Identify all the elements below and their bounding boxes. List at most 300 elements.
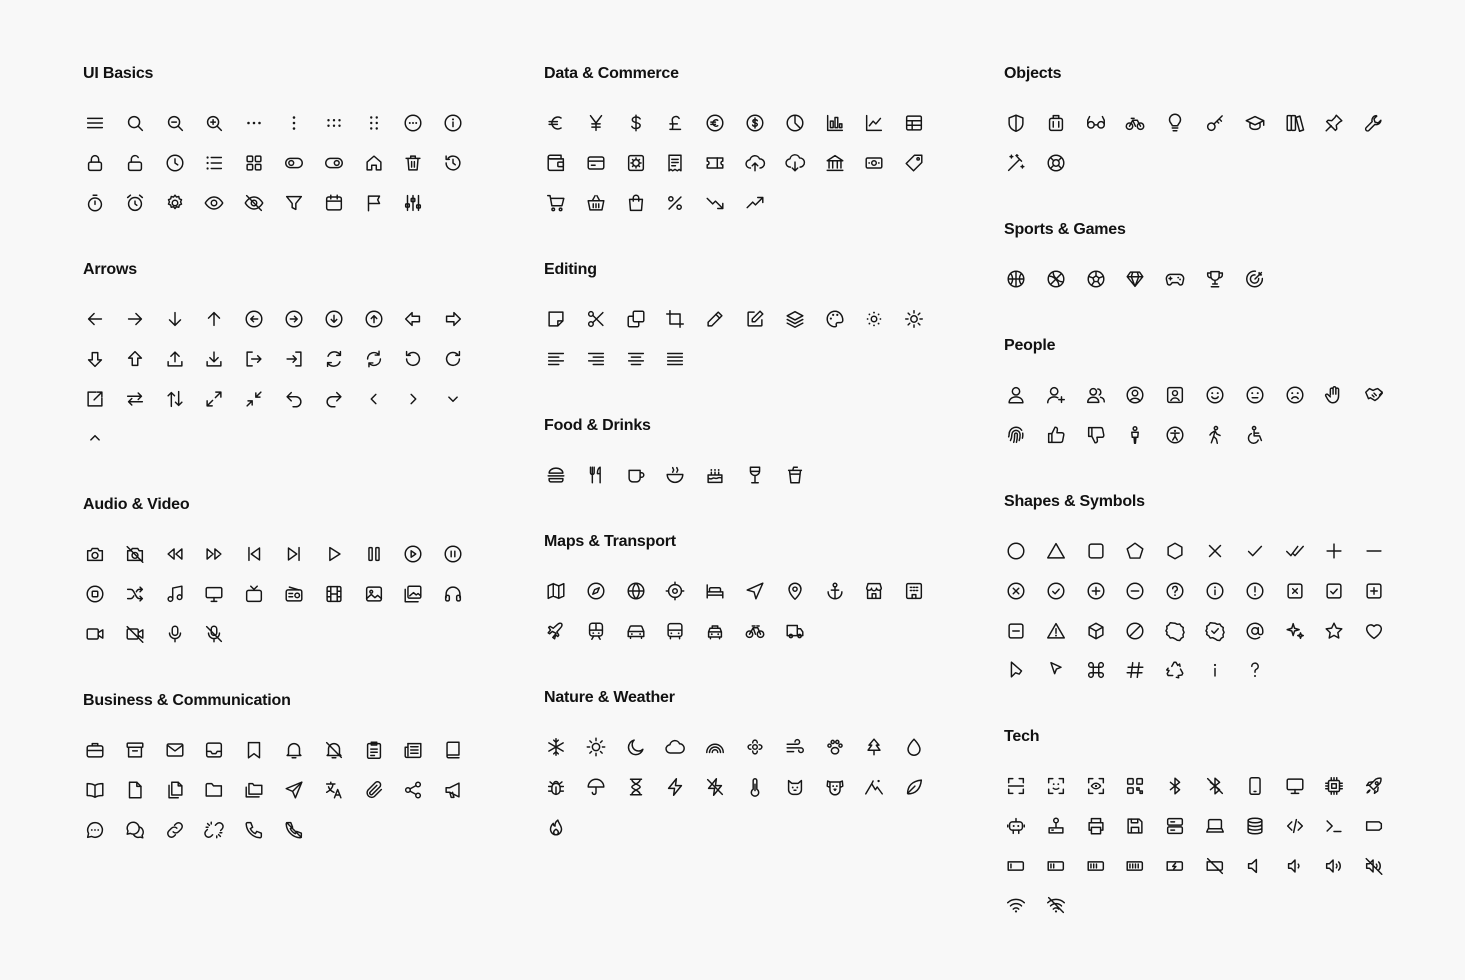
arrow-up-icon[interactable] <box>202 307 226 331</box>
command-icon[interactable] <box>1084 658 1108 682</box>
handshake-icon[interactable] <box>1362 383 1386 407</box>
check-icon[interactable] <box>1243 539 1267 563</box>
timer-icon[interactable] <box>83 191 107 215</box>
trend-down-icon[interactable] <box>703 191 727 215</box>
badge-check-icon[interactable] <box>1203 619 1227 643</box>
plus-circle-icon[interactable] <box>1084 579 1108 603</box>
box-icon[interactable] <box>1084 619 1108 643</box>
rotate-cw-icon[interactable] <box>441 347 465 371</box>
safe-icon[interactable] <box>624 151 648 175</box>
map-icon[interactable] <box>544 579 568 603</box>
images-icon[interactable] <box>401 582 425 606</box>
graduation-cap-icon[interactable] <box>1243 111 1267 135</box>
navigation-icon[interactable] <box>743 579 767 603</box>
video-off-icon[interactable] <box>123 622 147 646</box>
sticky-note-icon[interactable] <box>544 307 568 331</box>
drag-handle-icon[interactable] <box>362 111 386 135</box>
bug-icon[interactable] <box>544 775 568 799</box>
chevron-up-icon[interactable] <box>83 426 107 450</box>
info-icon[interactable] <box>441 111 465 135</box>
calendar-icon[interactable] <box>322 191 346 215</box>
mountain-icon[interactable] <box>862 775 886 799</box>
books-icon[interactable] <box>1283 111 1307 135</box>
newspaper-icon[interactable] <box>401 738 425 762</box>
burger-icon[interactable] <box>544 463 568 487</box>
arrow-fat-up-icon[interactable] <box>123 347 147 371</box>
wifi-icon[interactable] <box>1004 893 1028 917</box>
users-icon[interactable] <box>1084 383 1108 407</box>
camera-off-icon[interactable] <box>123 542 147 566</box>
wheelchair-icon[interactable] <box>1243 423 1267 447</box>
arrow-fat-down-icon[interactable] <box>83 347 107 371</box>
dollar-circle-icon[interactable] <box>743 111 767 135</box>
plus-icon[interactable] <box>1322 539 1346 563</box>
pen-icon[interactable] <box>703 307 727 331</box>
chevron-down-icon[interactable] <box>441 387 465 411</box>
hash-icon[interactable] <box>1123 658 1147 682</box>
bicycle-icon[interactable] <box>743 619 767 643</box>
thermometer-icon[interactable] <box>743 775 767 799</box>
copy-icon[interactable] <box>624 307 648 331</box>
cup-icon[interactable] <box>783 463 807 487</box>
clock-icon[interactable] <box>163 151 187 175</box>
shopping-bag-icon[interactable] <box>624 191 648 215</box>
truck-icon[interactable] <box>783 619 807 643</box>
camera-icon[interactable] <box>83 542 107 566</box>
paperclip-icon[interactable] <box>362 778 386 802</box>
shield-icon[interactable] <box>1004 111 1028 135</box>
zoom-in-icon[interactable] <box>202 111 226 135</box>
utensils-icon[interactable] <box>584 463 608 487</box>
hexagon-icon[interactable] <box>1163 539 1187 563</box>
volume-high-icon[interactable] <box>1322 854 1346 878</box>
battery-off-icon[interactable] <box>1203 854 1227 878</box>
building-icon[interactable] <box>902 579 926 603</box>
lock-icon[interactable] <box>83 151 107 175</box>
droplet-icon[interactable] <box>902 735 926 759</box>
unlock-icon[interactable] <box>123 151 147 175</box>
anchor-icon[interactable] <box>823 579 847 603</box>
tag-icon[interactable] <box>902 151 926 175</box>
help-circle-icon[interactable] <box>1163 579 1187 603</box>
zap-off-icon[interactable] <box>703 775 727 799</box>
chevron-right-icon[interactable] <box>401 387 425 411</box>
moon-icon[interactable] <box>624 735 648 759</box>
thumbs-down-icon[interactable] <box>1084 423 1108 447</box>
play-circle-icon[interactable] <box>401 542 425 566</box>
pause-icon[interactable] <box>362 542 386 566</box>
circle-icon[interactable] <box>1004 539 1028 563</box>
search-icon[interactable] <box>123 111 147 135</box>
store-icon[interactable] <box>862 579 886 603</box>
percent-icon[interactable] <box>663 191 687 215</box>
ticket-icon[interactable] <box>703 151 727 175</box>
battery-medium-icon[interactable] <box>1044 854 1068 878</box>
briefcase-icon[interactable] <box>83 738 107 762</box>
pound-icon[interactable] <box>663 111 687 135</box>
i-icon[interactable] <box>1203 658 1227 682</box>
phone-icon[interactable] <box>242 818 266 842</box>
frown-icon[interactable] <box>1283 383 1307 407</box>
flower-icon[interactable] <box>743 735 767 759</box>
battery-empty-icon[interactable] <box>1362 814 1386 838</box>
upload-icon[interactable] <box>163 347 187 371</box>
bell-off-icon[interactable] <box>322 738 346 762</box>
table-icon[interactable] <box>902 111 926 135</box>
at-icon[interactable] <box>1243 619 1267 643</box>
smile-icon[interactable] <box>1203 383 1227 407</box>
sliders-icon[interactable] <box>401 191 425 215</box>
edit-icon[interactable] <box>743 307 767 331</box>
wine-icon[interactable] <box>743 463 767 487</box>
fingerprint-icon[interactable] <box>1004 423 1028 447</box>
volume-low-icon[interactable] <box>1283 854 1307 878</box>
link-broken-icon[interactable] <box>202 818 226 842</box>
alert-triangle-icon[interactable] <box>1044 619 1068 643</box>
bike-icon[interactable] <box>1123 111 1147 135</box>
heart-icon[interactable] <box>1362 619 1386 643</box>
info-circle-icon[interactable] <box>1203 579 1227 603</box>
star-icon[interactable] <box>1322 619 1346 643</box>
cat-icon[interactable] <box>783 775 807 799</box>
x-square-icon[interactable] <box>1283 579 1307 603</box>
user-square-icon[interactable] <box>1163 383 1187 407</box>
rewind-icon[interactable] <box>163 542 187 566</box>
mic-icon[interactable] <box>163 622 187 646</box>
cash-icon[interactable] <box>862 151 886 175</box>
pointer-icon[interactable] <box>1044 658 1068 682</box>
square-icon[interactable] <box>1084 539 1108 563</box>
volume-off-icon[interactable] <box>1362 854 1386 878</box>
list-icon[interactable] <box>202 151 226 175</box>
maximize-icon[interactable] <box>202 387 226 411</box>
tree-icon[interactable] <box>862 735 886 759</box>
wallet-icon[interactable] <box>544 151 568 175</box>
user-plus-icon[interactable] <box>1044 383 1068 407</box>
taxi-icon[interactable] <box>703 619 727 643</box>
sun-icon[interactable] <box>584 735 608 759</box>
filter-icon[interactable] <box>282 191 306 215</box>
basketball-icon[interactable] <box>1004 267 1028 291</box>
desktop-icon[interactable] <box>1283 774 1307 798</box>
mic-off-icon[interactable] <box>202 622 226 646</box>
server-icon[interactable] <box>1163 814 1187 838</box>
stop-circle-icon[interactable] <box>83 582 107 606</box>
download-icon[interactable] <box>202 347 226 371</box>
flag-icon[interactable] <box>362 191 386 215</box>
bar-chart-icon[interactable] <box>823 111 847 135</box>
messages-icon[interactable] <box>123 818 147 842</box>
pentagon-icon[interactable] <box>1123 539 1147 563</box>
snowflake-icon[interactable] <box>544 735 568 759</box>
accessibility-icon[interactable] <box>1163 423 1187 447</box>
check-square-icon[interactable] <box>1322 579 1346 603</box>
video-icon[interactable] <box>83 622 107 646</box>
qr-code-icon[interactable] <box>1123 774 1147 798</box>
arrow-left-circle-icon[interactable] <box>242 307 266 331</box>
history-icon[interactable] <box>441 151 465 175</box>
octagon-icon[interactable] <box>1163 619 1187 643</box>
bookmark-icon[interactable] <box>242 738 266 762</box>
question-icon[interactable] <box>1243 658 1267 682</box>
bluetooth-off-icon[interactable] <box>1203 774 1227 798</box>
minimize-icon[interactable] <box>242 387 266 411</box>
log-out-icon[interactable] <box>242 347 266 371</box>
book-open-icon[interactable] <box>83 778 107 802</box>
train-icon[interactable] <box>584 619 608 643</box>
rainbow-icon[interactable] <box>703 735 727 759</box>
brightness-high-icon[interactable] <box>902 307 926 331</box>
minus-icon[interactable] <box>1362 539 1386 563</box>
arrow-right-icon[interactable] <box>123 307 147 331</box>
trend-up-icon[interactable] <box>743 191 767 215</box>
chevron-left-icon[interactable] <box>362 387 386 411</box>
joystick-icon[interactable] <box>1044 814 1068 838</box>
send-icon[interactable] <box>282 778 306 802</box>
more-circle-icon[interactable] <box>401 111 425 135</box>
wifi-off-icon[interactable] <box>1044 893 1068 917</box>
arrow-right-circle-icon[interactable] <box>282 307 306 331</box>
toggle-on-icon[interactable] <box>322 151 346 175</box>
scissors-icon[interactable] <box>584 307 608 331</box>
music-icon[interactable] <box>163 582 187 606</box>
triangle-icon[interactable] <box>1044 539 1068 563</box>
align-center-icon[interactable] <box>624 347 648 371</box>
arrow-fat-right-icon[interactable] <box>441 307 465 331</box>
rocket-icon[interactable] <box>1362 774 1386 798</box>
skip-forward-icon[interactable] <box>282 542 306 566</box>
crosshair-icon[interactable] <box>663 579 687 603</box>
smartphone-icon[interactable] <box>1243 774 1267 798</box>
share-icon[interactable] <box>401 778 425 802</box>
check-circle-icon[interactable] <box>1044 579 1068 603</box>
battery-high-icon[interactable] <box>1084 854 1108 878</box>
user-circle-icon[interactable] <box>1123 383 1147 407</box>
thumbs-up-icon[interactable] <box>1044 423 1068 447</box>
minus-square-icon[interactable] <box>1004 619 1028 643</box>
database-icon[interactable] <box>1243 814 1267 838</box>
diamond-icon[interactable] <box>1123 267 1147 291</box>
bowl-icon[interactable] <box>663 463 687 487</box>
person-walking-icon[interactable] <box>1203 423 1227 447</box>
menu-icon[interactable] <box>83 111 107 135</box>
plane-icon[interactable] <box>544 619 568 643</box>
bank-icon[interactable] <box>823 151 847 175</box>
play-icon[interactable] <box>322 542 346 566</box>
eye-icon[interactable] <box>202 191 226 215</box>
book-icon[interactable] <box>441 738 465 762</box>
leaf-icon[interactable] <box>902 775 926 799</box>
bluetooth-icon[interactable] <box>1163 774 1187 798</box>
crop-icon[interactable] <box>663 307 687 331</box>
align-right-icon[interactable] <box>584 347 608 371</box>
grid-icon[interactable] <box>242 151 266 175</box>
arrow-left-icon[interactable] <box>83 307 107 331</box>
person-icon[interactable] <box>1123 423 1147 447</box>
arrow-down-circle-icon[interactable] <box>322 307 346 331</box>
cloud-upload-icon[interactable] <box>743 151 767 175</box>
megaphone-icon[interactable] <box>441 778 465 802</box>
coffee-icon[interactable] <box>624 463 648 487</box>
mail-icon[interactable] <box>163 738 187 762</box>
swap-horizontal-icon[interactable] <box>123 387 147 411</box>
repeat-icon[interactable] <box>362 347 386 371</box>
refresh-icon[interactable] <box>322 347 346 371</box>
alarm-icon[interactable] <box>123 191 147 215</box>
key-icon[interactable] <box>1203 111 1227 135</box>
palette-icon[interactable] <box>823 307 847 331</box>
gamepad-icon[interactable] <box>1163 267 1187 291</box>
plus-square-icon[interactable] <box>1362 579 1386 603</box>
euro-circle-icon[interactable] <box>703 111 727 135</box>
robot-icon[interactable] <box>1004 814 1028 838</box>
inbox-icon[interactable] <box>202 738 226 762</box>
save-icon[interactable] <box>1123 814 1147 838</box>
car-icon[interactable] <box>624 619 648 643</box>
sparkles-icon[interactable] <box>1283 619 1307 643</box>
cpu-icon[interactable] <box>1322 774 1346 798</box>
settings-icon[interactable] <box>163 191 187 215</box>
slash-icon[interactable] <box>1123 619 1147 643</box>
globe-icon[interactable] <box>624 579 648 603</box>
scan-icon[interactable] <box>1004 774 1028 798</box>
hourglass-icon[interactable] <box>624 775 648 799</box>
monitor-icon[interactable] <box>202 582 226 606</box>
cart-icon[interactable] <box>544 191 568 215</box>
bed-icon[interactable] <box>703 579 727 603</box>
lightbulb-icon[interactable] <box>1163 111 1187 135</box>
wind-icon[interactable] <box>783 735 807 759</box>
cursor-icon[interactable] <box>1004 658 1028 682</box>
credit-card-icon[interactable] <box>584 151 608 175</box>
alert-circle-icon[interactable] <box>1243 579 1267 603</box>
hand-icon[interactable] <box>1322 383 1346 407</box>
terminal-icon[interactable] <box>1322 814 1346 838</box>
fast-forward-icon[interactable] <box>202 542 226 566</box>
film-icon[interactable] <box>322 582 346 606</box>
align-left-icon[interactable] <box>544 347 568 371</box>
user-icon[interactable] <box>1004 383 1028 407</box>
compass-icon[interactable] <box>584 579 608 603</box>
grid-dots-icon[interactable] <box>322 111 346 135</box>
battery-low-icon[interactable] <box>1004 854 1028 878</box>
volume-icon[interactable] <box>1243 854 1267 878</box>
log-in-icon[interactable] <box>282 347 306 371</box>
battery-charging-icon[interactable] <box>1163 854 1187 878</box>
ball-icon[interactable] <box>1044 267 1068 291</box>
luggage-icon[interactable] <box>1044 111 1068 135</box>
trash-icon[interactable] <box>401 151 425 175</box>
magic-wand-icon[interactable] <box>1004 151 1028 175</box>
flame-icon[interactable] <box>544 815 568 839</box>
link-icon[interactable] <box>163 818 187 842</box>
umbrella-icon[interactable] <box>584 775 608 799</box>
brightness-low-icon[interactable] <box>862 307 886 331</box>
more-horizontal-icon[interactable] <box>242 111 266 135</box>
pin-icon[interactable] <box>1322 111 1346 135</box>
rotate-ccw-icon[interactable] <box>401 347 425 371</box>
target-icon[interactable] <box>1243 267 1267 291</box>
undo-icon[interactable] <box>282 387 306 411</box>
shuffle-icon[interactable] <box>123 582 147 606</box>
home-icon[interactable] <box>362 151 386 175</box>
message-icon[interactable] <box>83 818 107 842</box>
battery-full-icon[interactable] <box>1123 854 1147 878</box>
bus-icon[interactable] <box>663 619 687 643</box>
zoom-out-icon[interactable] <box>163 111 187 135</box>
layers-icon[interactable] <box>783 307 807 331</box>
zap-icon[interactable] <box>663 775 687 799</box>
meh-icon[interactable] <box>1243 383 1267 407</box>
arrow-fat-left-icon[interactable] <box>401 307 425 331</box>
map-pin-icon[interactable] <box>783 579 807 603</box>
euro-icon[interactable] <box>544 111 568 135</box>
trophy-icon[interactable] <box>1203 267 1227 291</box>
code-icon[interactable] <box>1283 814 1307 838</box>
arrow-up-circle-icon[interactable] <box>362 307 386 331</box>
toggle-off-icon[interactable] <box>282 151 306 175</box>
laptop-icon[interactable] <box>1203 814 1227 838</box>
x-icon[interactable] <box>1203 539 1227 563</box>
image-icon[interactable] <box>362 582 386 606</box>
recycle-icon[interactable] <box>1163 658 1187 682</box>
cloud-icon[interactable] <box>663 735 687 759</box>
minus-circle-icon[interactable] <box>1123 579 1147 603</box>
bell-icon[interactable] <box>282 738 306 762</box>
archive-icon[interactable] <box>123 738 147 762</box>
check-double-icon[interactable] <box>1283 539 1307 563</box>
x-circle-icon[interactable] <box>1004 579 1028 603</box>
radio-icon[interactable] <box>282 582 306 606</box>
cloud-download-icon[interactable] <box>783 151 807 175</box>
scan-face-icon[interactable] <box>1044 774 1068 798</box>
soccer-icon[interactable] <box>1084 267 1108 291</box>
paw-icon[interactable] <box>823 735 847 759</box>
basket-icon[interactable] <box>584 191 608 215</box>
lifebuoy-icon[interactable] <box>1044 151 1068 175</box>
file-icon[interactable] <box>123 778 147 802</box>
more-vertical-icon[interactable] <box>282 111 306 135</box>
line-chart-icon[interactable] <box>862 111 886 135</box>
glasses-icon[interactable] <box>1084 111 1108 135</box>
scan-eye-icon[interactable] <box>1084 774 1108 798</box>
skip-back-icon[interactable] <box>242 542 266 566</box>
tv-icon[interactable] <box>242 582 266 606</box>
receipt-icon[interactable] <box>663 151 687 175</box>
cake-icon[interactable] <box>703 463 727 487</box>
align-justify-icon[interactable] <box>663 347 687 371</box>
phone-off-icon[interactable] <box>282 818 306 842</box>
translate-icon[interactable] <box>322 778 346 802</box>
folders-icon[interactable] <box>242 778 266 802</box>
headphones-icon[interactable] <box>441 582 465 606</box>
dog-icon[interactable] <box>823 775 847 799</box>
printer-icon[interactable] <box>1084 814 1108 838</box>
eye-off-icon[interactable] <box>242 191 266 215</box>
pause-circle-icon[interactable] <box>441 542 465 566</box>
files-icon[interactable] <box>163 778 187 802</box>
yen-icon[interactable] <box>584 111 608 135</box>
redo-icon[interactable] <box>322 387 346 411</box>
external-link-icon[interactable] <box>83 387 107 411</box>
folder-icon[interactable] <box>202 778 226 802</box>
arrow-down-icon[interactable] <box>163 307 187 331</box>
clipboard-icon[interactable] <box>362 738 386 762</box>
dollar-icon[interactable] <box>624 111 648 135</box>
swap-vertical-icon[interactable] <box>163 387 187 411</box>
wrench-icon[interactable] <box>1362 111 1386 135</box>
pie-chart-icon[interactable] <box>783 111 807 135</box>
